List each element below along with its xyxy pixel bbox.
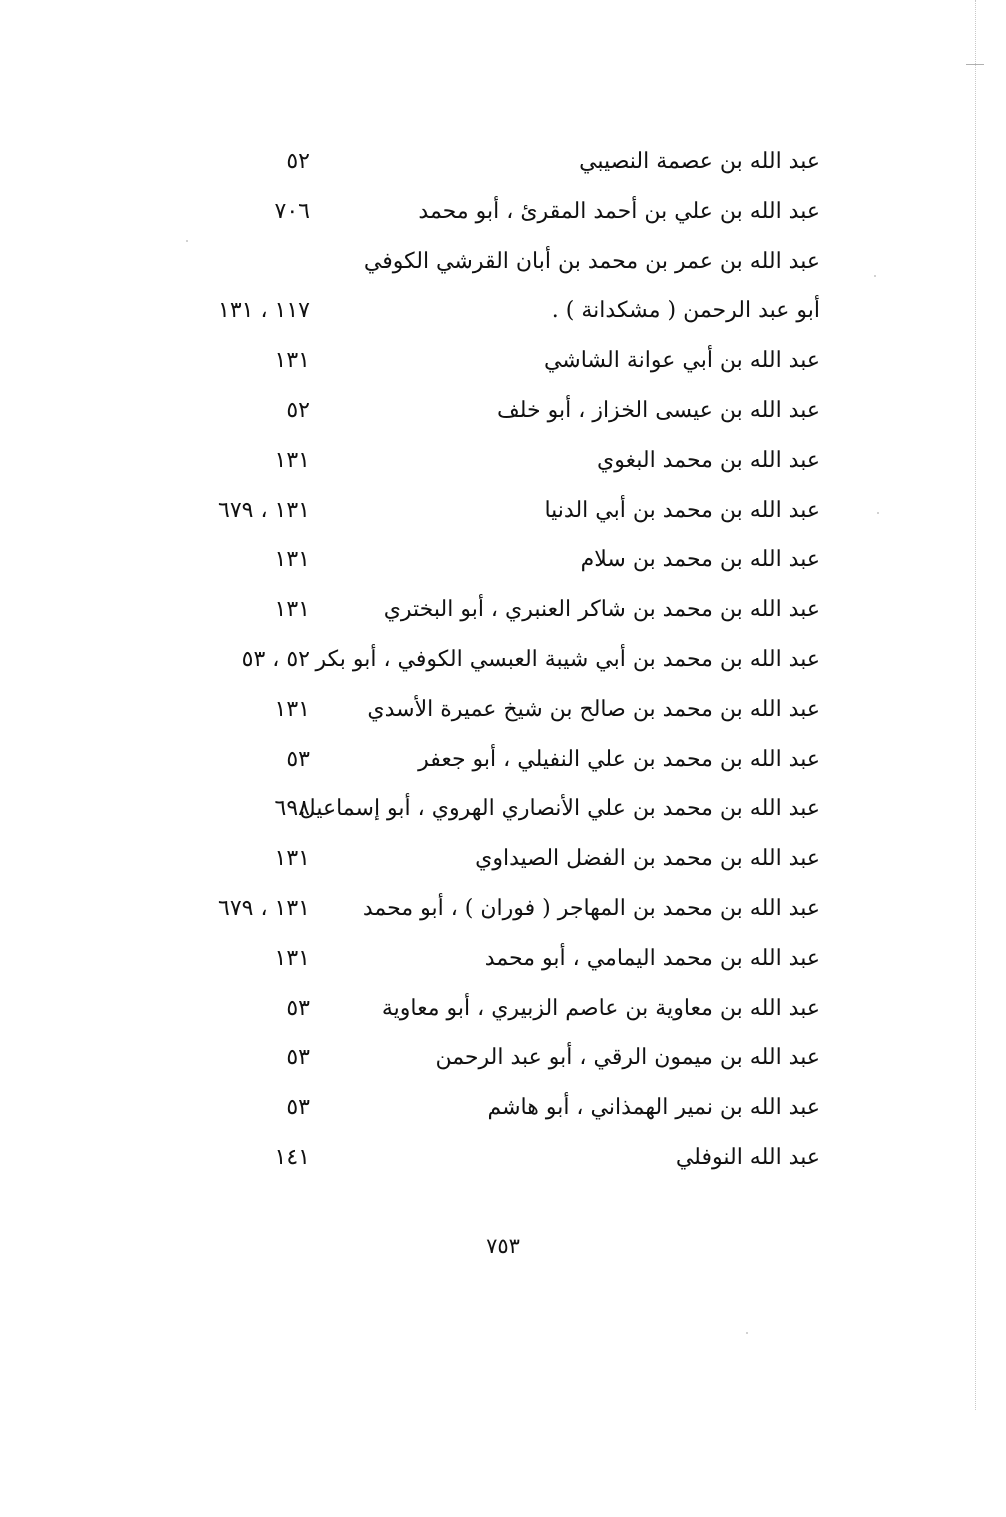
entry-name: عبد الله بن محمد اليمامي ، أبو محمد (484, 945, 820, 971)
index-entry (0, 736, 1006, 786)
entry-page-refs: ٥٢ (286, 397, 310, 423)
page-edge-tick (966, 64, 984, 65)
entry-page-refs: ٥٢ (286, 149, 310, 174)
entry-name: عبد الله بن أبي عوانة الشاشي (543, 348, 820, 374)
entry-page-refs: ١٣١ (274, 597, 310, 623)
entry-page-refs: ١٣١ (274, 547, 310, 573)
entry-name: عبد الله بن محمد بن أبي شيبة العبسي الكوفي ، أبو بكر (315, 646, 820, 672)
entry-page-refs: ٥٣ (286, 1045, 310, 1071)
entry-page-refs: ١٤١ (274, 1144, 310, 1170)
index-entry (0, 1084, 1006, 1134)
entry-name: عبد الله بن محمد بن أبي الدنيا (544, 497, 820, 523)
entry-name: عبد الله بن محمد بن المهاجر ( فوران ) ، أبو محمد (362, 895, 820, 921)
entry-page-refs: ٥٣ (286, 1095, 310, 1121)
entry-page-refs: ١٣١ (274, 447, 310, 473)
entry-name: عبد الله بن محمد بن شاكر العنبري ، أبو البختري (383, 597, 820, 623)
index-entry (0, 785, 1006, 835)
entry-page-refs: ١١٧ ، ١٣١ (218, 298, 310, 324)
entry-name: عبد الله بن محمد بن علي النفيلي ، أبو جعفر (418, 746, 820, 772)
entry-page-refs: ١٣١ (274, 696, 310, 722)
index-entry (0, 885, 1006, 935)
index-entry (0, 337, 1006, 387)
entry-name: عبد الله بن علي بن أحمد المقرئ ، أبو محمد (418, 198, 820, 224)
entry-name: عبد الله النوفلي (675, 1144, 820, 1170)
entry-name: عبد الله بن عصمة النصيبي (579, 149, 820, 174)
index-entry (0, 536, 1006, 586)
entry-name: عبد الله بن معاوية بن عاصم الزبيري ، أبو معاوية (381, 995, 820, 1021)
entry-page-refs: ١٣١ (274, 945, 310, 971)
entry-name: عبد الله بن محمد بن سلام (580, 547, 820, 573)
scan-speck (746, 1332, 748, 1334)
index-entry (0, 835, 1006, 885)
entry-page-refs: ١٣١ ، ٦٧٩ (218, 895, 310, 921)
entry-name: عبد الله بن محمد بن صالح بن شيخ عميرة الأسدي (367, 696, 820, 722)
entry-name: أبو عبد الرحمن ( مشكدانة ) . (551, 298, 820, 324)
entry-name: عبد الله بن عيسى الخزاز ، أبو خلف (496, 397, 820, 423)
index-entry (0, 1134, 1006, 1184)
entry-page-refs: ١٣١ ، ٦٧٩ (218, 497, 310, 523)
index-entry (0, 935, 1006, 985)
index-entry (0, 636, 1006, 686)
index-entry (0, 387, 1006, 437)
index-entry (0, 437, 1006, 487)
entry-page-refs: ١٣١ (274, 846, 310, 872)
entry-name: عبد الله بن نمير الهمذاني ، أبو هاشم (487, 1095, 820, 1121)
entry-name: عبد الله بن محمد البغوي (597, 447, 820, 473)
index-entry (0, 1034, 1006, 1084)
index-entry (0, 487, 1006, 537)
index-entry (0, 287, 1006, 337)
entry-page-refs: ٦٩٨ (274, 796, 310, 822)
entry-name: عبد الله بن محمد بن علي الأنصاري الهروي ، أبو إسماعيل (299, 796, 820, 822)
entry-page-refs: ١٣١ (274, 348, 310, 374)
index-entries (0, 138, 1006, 1184)
entry-page-refs: ٧٠٦ (274, 198, 310, 224)
index-entry (0, 586, 1006, 636)
index-entry (0, 686, 1006, 736)
index-entry (0, 985, 1006, 1035)
entry-page-refs: ٥٣ (286, 746, 310, 772)
entry-page-refs: ٥٣ (286, 995, 310, 1021)
entry-page-refs: ٥٢ ، ٥٣ (241, 646, 310, 672)
entry-name: عبد الله بن محمد بن الفضل الصيداوي (475, 846, 820, 872)
index-entry (0, 238, 1006, 288)
index-entry (0, 188, 1006, 238)
entry-name: عبد الله بن ميمون الرقي ، أبو عبد الرحمن (435, 1045, 820, 1071)
index-entry (0, 138, 1006, 188)
page-number: ٧٥٣ (486, 1234, 520, 1258)
entry-name: عبد الله بن عمر بن محمد بن أبان القرشي الكوفي (363, 248, 820, 274)
